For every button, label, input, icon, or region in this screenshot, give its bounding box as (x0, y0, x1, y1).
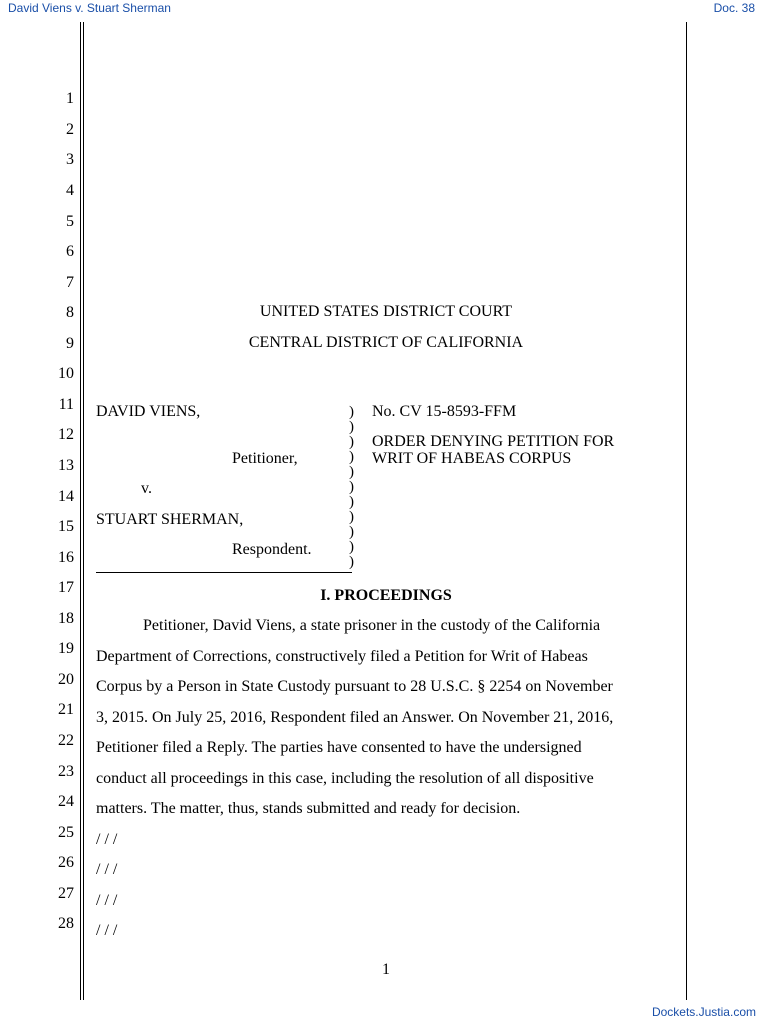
paragraph-line: matters. The matter, thus, stands submitted and ready for decision. (96, 800, 521, 817)
caption-paren: ) (349, 479, 354, 495)
caption-paren: ) (349, 524, 354, 540)
case-number: No. CV 15-8593-FFM (372, 403, 517, 420)
line-number: 22 (58, 732, 74, 749)
page-number: 1 (382, 961, 390, 978)
line-number: 20 (58, 671, 74, 688)
doc-number-link[interactable]: Doc. 38 (713, 1, 755, 15)
line-number: 6 (66, 243, 74, 260)
line-number: 26 (58, 854, 74, 871)
caption-paren: ) (349, 509, 354, 525)
caption-paren: ) (349, 449, 354, 465)
case-title-link[interactable]: David Viens v. Stuart Sherman (8, 1, 171, 15)
line-number: 11 (58, 396, 74, 413)
order-title-line2: WRIT OF HABEAS CORPUS (372, 450, 572, 467)
separator-mark: / / / (96, 861, 118, 878)
line-number: 5 (66, 213, 74, 230)
paragraph-line: Department of Corrections, constructively filed a Petition for Writ of Habeas (96, 648, 588, 665)
paragraph-line: Corpus by a Person in State Custody pursuant to 28 U.S.C. § 2254 on November (96, 678, 613, 695)
line-number: 10 (58, 365, 74, 382)
caption-paren: ) (349, 404, 354, 420)
line-number: 21 (58, 701, 74, 718)
left-margin-rule-outer (80, 22, 81, 1000)
caption-paren: ) (349, 539, 354, 555)
paragraph-line: Petitioner, David Viens, a state prisoner in the custody of the California (143, 617, 601, 634)
versus-label: v. (141, 480, 152, 497)
court-name: UNITED STATES DISTRICT COURT (259, 303, 513, 320)
line-number: 28 (58, 915, 74, 932)
section-heading: I. PROCEEDINGS (320, 587, 452, 604)
paragraph-line: conduct all proceedings in this case, including the resolution of all dispositive (96, 770, 594, 787)
line-number: 7 (66, 274, 74, 291)
line-number: 12 (58, 426, 74, 443)
paragraph-line: Petitioner filed a Reply. The parties have consented to have the undersigned (96, 739, 582, 756)
line-number: 2 (66, 121, 74, 138)
line-number: 8 (66, 304, 74, 321)
line-number: 3 (66, 151, 74, 168)
line-number: 27 (58, 885, 74, 902)
caption-paren: ) (349, 494, 354, 510)
paragraph-line: 3, 2015. On July 25, 2016, Respondent filed an Answer. On November 21, 2016, (96, 709, 614, 726)
caption-paren: ) (349, 434, 354, 450)
left-margin-rule-inner (83, 22, 84, 1000)
line-number: 19 (58, 640, 74, 657)
line-number: 9 (66, 335, 74, 352)
line-number: 15 (58, 518, 74, 535)
line-number: 16 (58, 549, 74, 566)
line-number: 1 (66, 90, 74, 107)
right-margin-rule (686, 22, 687, 1000)
line-number: 24 (58, 793, 74, 810)
respondent-name: STUART SHERMAN, (96, 511, 244, 528)
justia-link[interactable]: Dockets.Justia.com (651, 1005, 756, 1019)
separator-mark: / / / (96, 922, 118, 939)
petitioner-role: Petitioner, (232, 450, 298, 467)
caption-rule (96, 572, 352, 573)
court-district: CENTRAL DISTRICT OF CALIFORNIA (248, 334, 524, 351)
line-number: 14 (58, 488, 74, 505)
line-number: 17 (58, 579, 74, 596)
caption-paren: ) (349, 464, 354, 480)
line-number: 18 (58, 610, 74, 627)
separator-mark: / / / (96, 831, 118, 848)
separator-mark: / / / (96, 892, 118, 909)
line-number: 13 (58, 457, 74, 474)
caption-paren: ) (349, 419, 354, 435)
order-title-line1: ORDER DENYING PETITION FOR (372, 433, 615, 450)
line-number: 23 (58, 763, 74, 780)
petitioner-name: DAVID VIENS, (96, 403, 201, 420)
caption-paren: ) (349, 554, 354, 570)
line-number: 25 (58, 824, 74, 841)
line-number: 4 (66, 182, 74, 199)
respondent-role: Respondent. (232, 541, 312, 558)
